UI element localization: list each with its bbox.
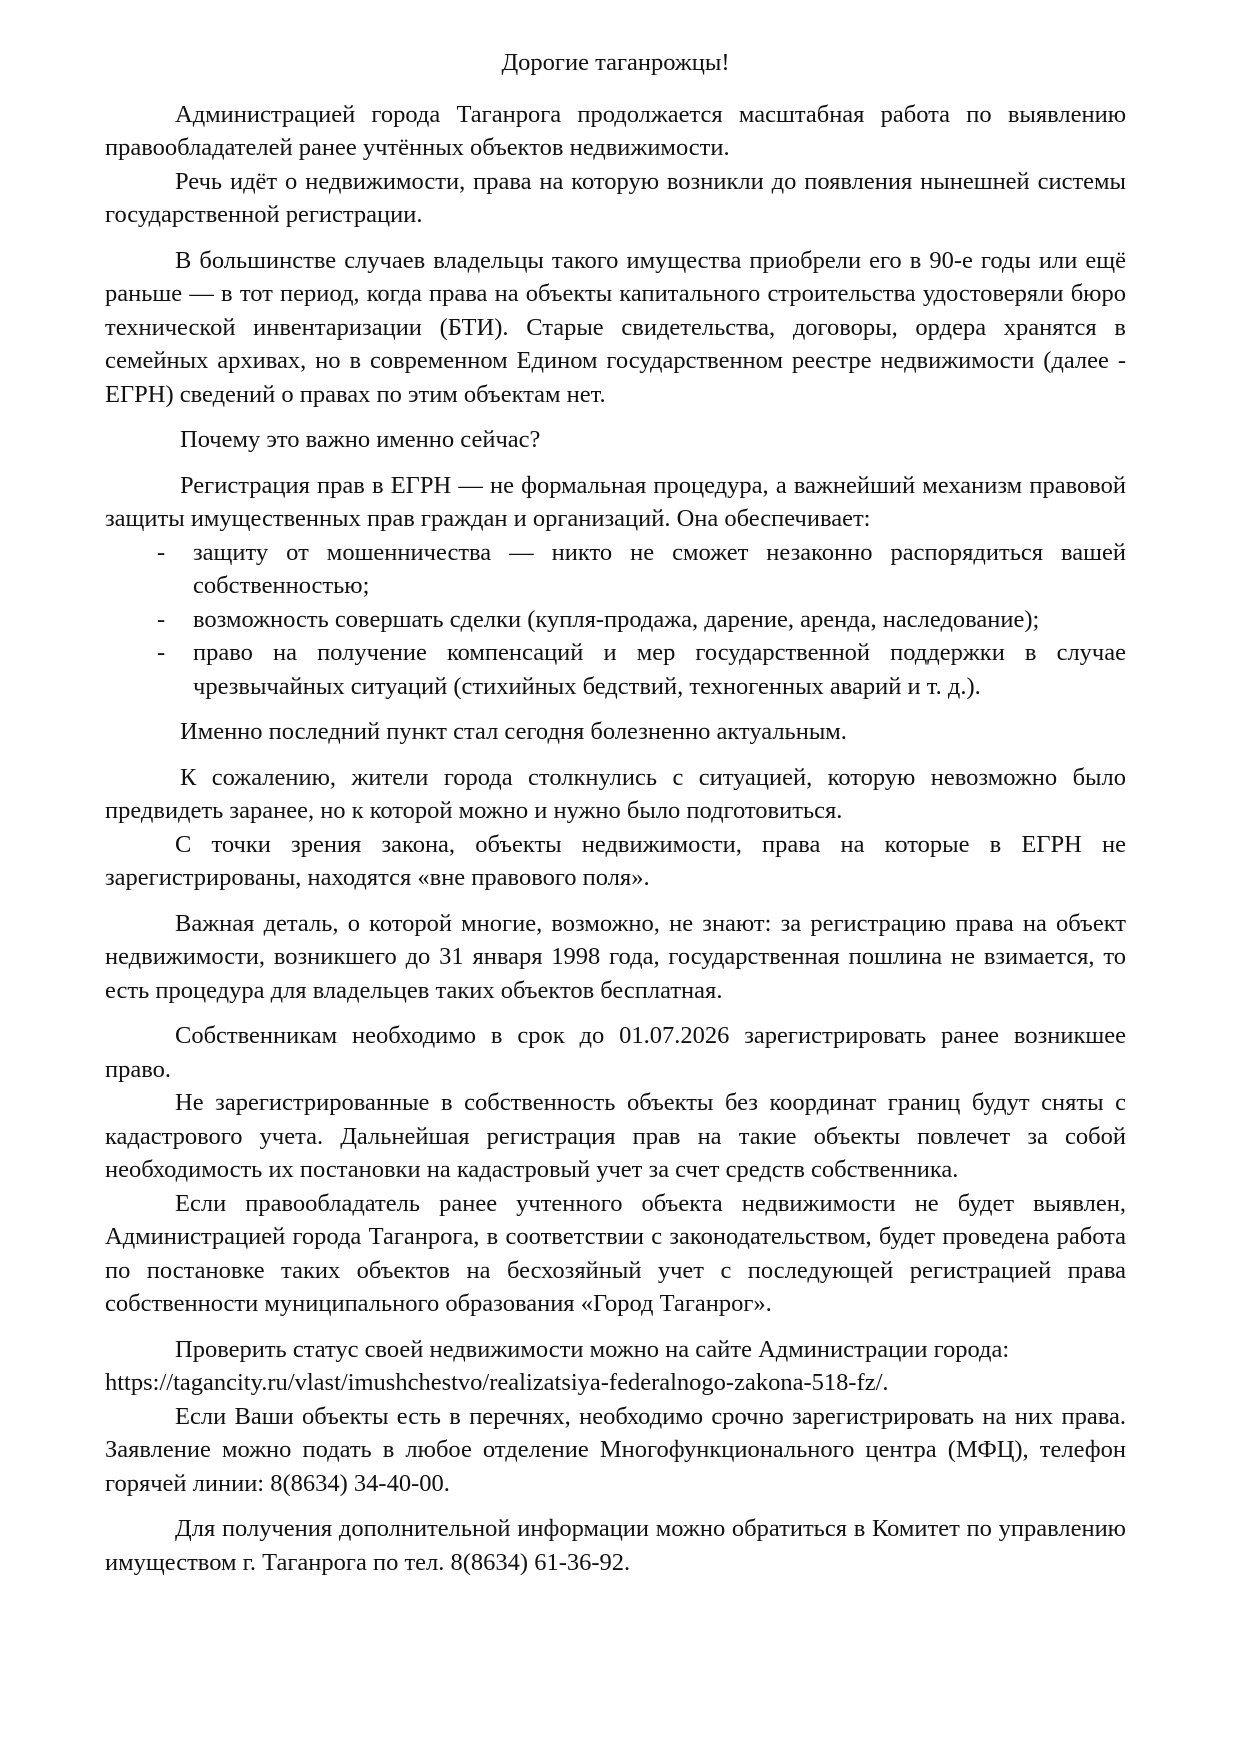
paragraph-last-point: Именно последний пункт стал сегодня болезненно актуальным. [180,718,847,745]
paragraph-cadastral: Не зарегистрированные в собственность объекты без координат границ будут сняты с кадастрового учета. Дальнейшая регистрация прав на такие объекты повлечет за собой необходимость их постановки на кадастровый учет за счет средств собственника. [105,1089,1126,1183]
list-item [105,603,1126,637]
website-link[interactable]: https://tagancity.ru/vlast/imushchestvo/realizatsiya-federalnogo-zakona-518-fz/. [105,1369,889,1396]
paragraph-ownerless: Если правообладатель ранее учтенного объекта недвижимости не будет выявлен, Администрацией города Таганрога, в соответствии с законодательством, будет проведена работа по постановке таких объектов на бесхозяйный учет с последующей регистрацией права собственности муниципального образования «Город Таганрог». [105,1189,1126,1317]
paragraph-registration: Регистрация прав в ЕГРН — не формальная процедура, а важнейший механизм правовой защиты имущественных прав граждан и организаций. Она обеспечивает: [105,471,1126,532]
list-item-text: защиту от мошенничества — никто не сможет незаконно распорядиться вашей собственностью; [193,538,1126,599]
list-item-text: возможность совершать сделки (купля-продажа, дарение, аренда, наследование); [193,605,1040,633]
paragraph-mfc: Если Ваши объекты есть в перечнях, необходимо срочно зарегистрировать на них права. Заявление можно подать в любое отделение Многофункционального центра (МФЦ), телефон горячей линии: 8(8634) 34-40-00. [105,1402,1126,1497]
paragraph-fee: Важная деталь, о которой многие, возможно, не знают: за регистрацию права на объект недвижимости, возникшего до 31 января 1998 года, государственная пошлина не взимается, то есть процедура для владельцев таких объектов бесплатная. [105,909,1126,1004]
list-dash: - [157,605,166,633]
paragraph-deadline: Собственникам необходимо в срок до 01.07.2026 зарегистрировать ранее возникшее право. [105,1022,1126,1083]
paragraph-check-status: Проверить статус своей недвижимости можно на сайте Администрации города: [175,1335,1010,1363]
list-item-text: право на получение компенсаций и мер государственной поддержки в случае чрезвычайных ситуаций (стихийных бедствий, техногенных аварий и т. д.). [193,639,1126,700]
benefits-list [105,536,1126,704]
list-item [105,636,1126,703]
list-item [105,536,1126,603]
paragraph-why-now: Почему это важно именно сейчас? [180,426,541,453]
paragraph-rights-origin: Речь идёт о недвижимости, права на которую возникли до появления нынешней системы государственной регистрации. [105,167,1126,228]
list-dash: - [157,538,166,566]
page-title: Дорогие таганрожцы! [501,49,730,76]
paragraph-bti: В большинстве случаев владельцы такого имущества приобрели его в 90-е годы или ещё раньше — в тот период, когда права на объекты капитального строительства удостоверяли бюро технической инвентаризации (БТИ). Старые свидетельства, договоры, ордера хранятся в семейных архивах, но в современном Едином государственном реестре недвижимости (далее - ЕГРН) сведений о правах по этим объектам нет. [105,246,1126,408]
paragraph-situation: К сожалению, жители города столкнулись с ситуацией, которую невозможно было предвидеть заранее, но к которой можно и нужно было подготовиться. [105,763,1126,824]
paragraph-contact: Для получения дополнительной информации можно обратиться в Комитет по управлению имуществом г. Таганрога по тел. 8(8634) 61-36-92. [105,1515,1126,1576]
paragraph-law: С точки зрения закона, объекты недвижимости, права на которые в ЕГРН не зарегистрированы, находятся «вне правового поля». [105,830,1126,891]
list-dash: - [157,639,166,666]
paragraph-intro: Администрацией города Таганрога продолжается масштабная работа по выявлению правообладателей ранее учтённых объектов недвижимости. [105,100,1126,161]
